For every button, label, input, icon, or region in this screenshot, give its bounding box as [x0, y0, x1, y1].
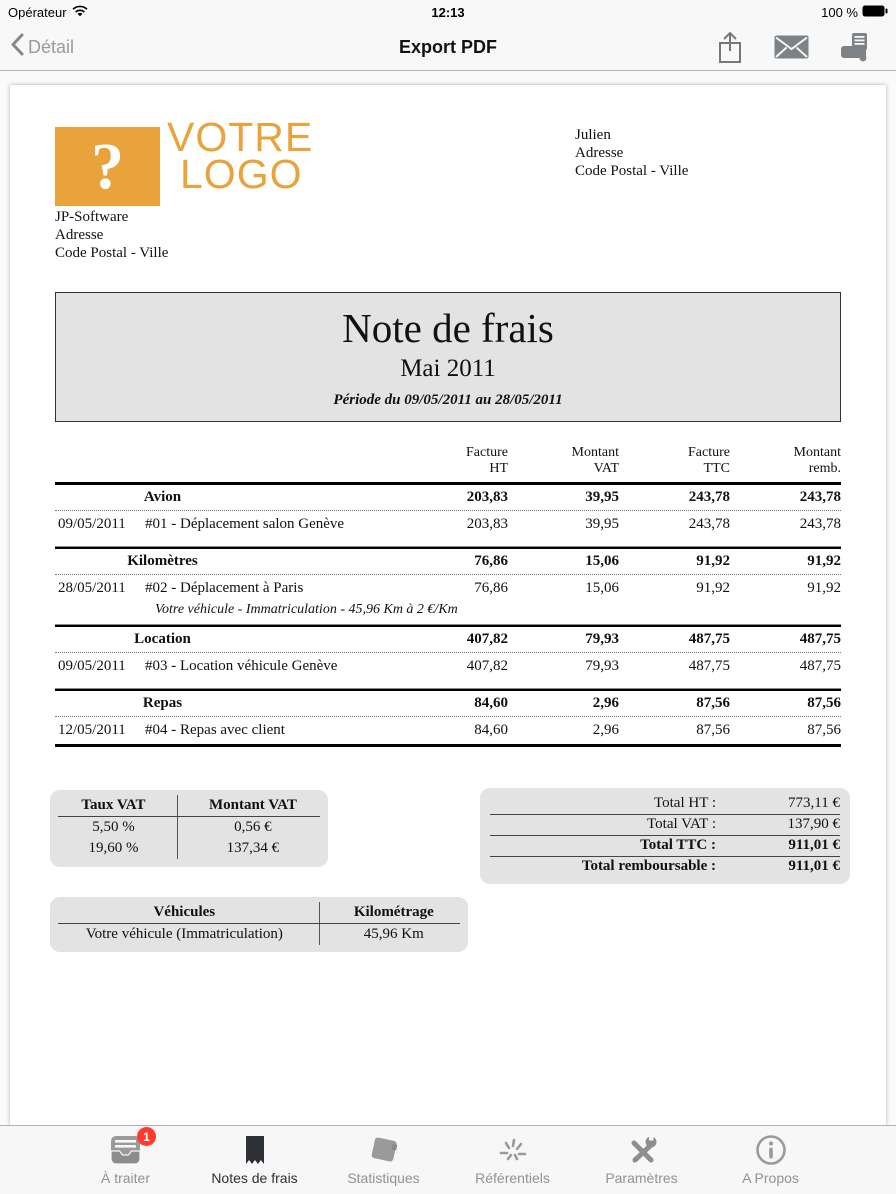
expense-row: 12/05/2011 #04 - Repas avec client 84,60 2,96 87,56 87,56 [58, 722, 841, 738]
print-button[interactable] [839, 32, 870, 62]
tab-referentiels[interactable]: Référentiels [453, 1132, 573, 1186]
expense-row: 28/05/2011 #02 - Déplacement à Paris 76,86 15,06 91,92 91,92 [58, 580, 841, 596]
company-street: Adresse [55, 227, 104, 243]
column-header: Montant VAT [571, 445, 619, 476]
expense-table [55, 445, 841, 747]
bookmark-ribbon-icon [245, 1135, 265, 1165]
status-bar [0, 0, 896, 24]
vat-summary-table [50, 790, 328, 867]
logo-placeholder [55, 127, 160, 206]
category-row: Kilomètres 76,86 15,06 91,92 91,92 [127, 553, 841, 569]
total-row: Total VAT : 137,90 € [490, 815, 840, 836]
totals-summary [480, 788, 850, 884]
share-icon [716, 31, 744, 64]
battery-icon [862, 5, 888, 20]
logo-line1: VOTRE [167, 114, 314, 160]
logo-line2: LOGO [180, 151, 303, 197]
recipient-address [575, 126, 688, 180]
vat-rate-header: Taux VAT [50, 795, 178, 816]
category-row: Location 407,82 79,93 487,75 487,75 [134, 631, 841, 647]
tab-notes-de-frais[interactable]: Notes de frais [195, 1132, 315, 1186]
info-circle-icon [755, 1134, 787, 1166]
stats-card-icon [367, 1134, 401, 1166]
vat-row: 19,60 % 137,34 € [50, 838, 328, 859]
vat-row: 5,50 % 0,56 € [50, 817, 328, 838]
printer-icon [839, 32, 870, 62]
wrench-screwdriver-icon [625, 1134, 659, 1166]
recipient-city: Code Postal - Ville [575, 163, 689, 179]
vehicles-table [50, 897, 468, 952]
back-button-label: Détail [28, 36, 75, 57]
logo-text [167, 114, 314, 197]
badge-count: 1 [137, 1127, 156, 1146]
total-row: Total TTC : 911,01 € [490, 836, 840, 857]
category-row: Repas 84,60 2,96 87,56 87,56 [142, 695, 841, 711]
expense-row: 09/05/2011 #03 - Location véhicule Genève 407,82 79,93 487,75 487,75 [58, 658, 841, 674]
company-address [55, 208, 168, 262]
chevron-left-icon [10, 33, 24, 61]
expense-row: 09/05/2011 #01 - Déplacement salon Genève 203,83 39,95 243,78 243,78 [58, 516, 841, 532]
column-header: Montant remb. [793, 445, 841, 476]
mail-icon [774, 35, 809, 59]
tab-a-traiter[interactable]: 1 À traiter [66, 1132, 186, 1186]
company-name: JP-Software [55, 209, 129, 225]
page-title: Export PDF [398, 36, 497, 57]
tab-a-propos[interactable]: A Propos [711, 1132, 831, 1186]
question-mark-icon: ? [91, 129, 124, 203]
report-title: Note de frais [342, 305, 554, 351]
report-title-block [55, 292, 841, 422]
total-row: Total remboursable : 911,01 € [581, 858, 840, 874]
share-button[interactable] [716, 31, 744, 64]
top-bars [0, 0, 896, 71]
column-header: Facture TTC [688, 445, 730, 476]
sparkle-burst-icon [495, 1135, 531, 1165]
mail-button[interactable] [774, 35, 809, 59]
back-button[interactable] [10, 33, 74, 61]
carrier-label: Opérateur [8, 4, 67, 20]
vehicle-row: Votre véhicule (Immatriculation) 45,96 Km [50, 924, 468, 945]
recipient-street: Adresse [575, 145, 624, 161]
battery-percent: 100 % [821, 4, 858, 20]
mileage-header: Kilométrage [353, 904, 434, 920]
expense-row-note: Votre véhicule - Immatriculation - 45,96 Km à 2 €/Km [155, 602, 458, 617]
nav-bar [0, 24, 896, 70]
total-row: Total HT : 773,11 € [490, 794, 840, 815]
report-month: Mai 2011 [400, 355, 496, 382]
category-row: Avion 203,83 39,95 243,78 243,78 [143, 489, 841, 505]
tab-parametres[interactable]: Paramètres [582, 1132, 702, 1186]
vat-amount-header: Montant VAT [208, 797, 297, 813]
company-city: Code Postal - Ville [55, 245, 169, 261]
tab-statistiques[interactable]: Statistiques [324, 1132, 444, 1186]
report-period: Période du 09/05/2011 au 28/05/2011 [333, 392, 563, 408]
pdf-preview-page [10, 85, 886, 1125]
vehicles-header: Véhicules [50, 902, 320, 923]
column-header: Facture HT [466, 445, 508, 476]
tab-bar [0, 1125, 896, 1194]
status-time: 12:13 [431, 4, 465, 20]
recipient-name: Julien [575, 127, 611, 143]
table-header-row [55, 445, 841, 485]
